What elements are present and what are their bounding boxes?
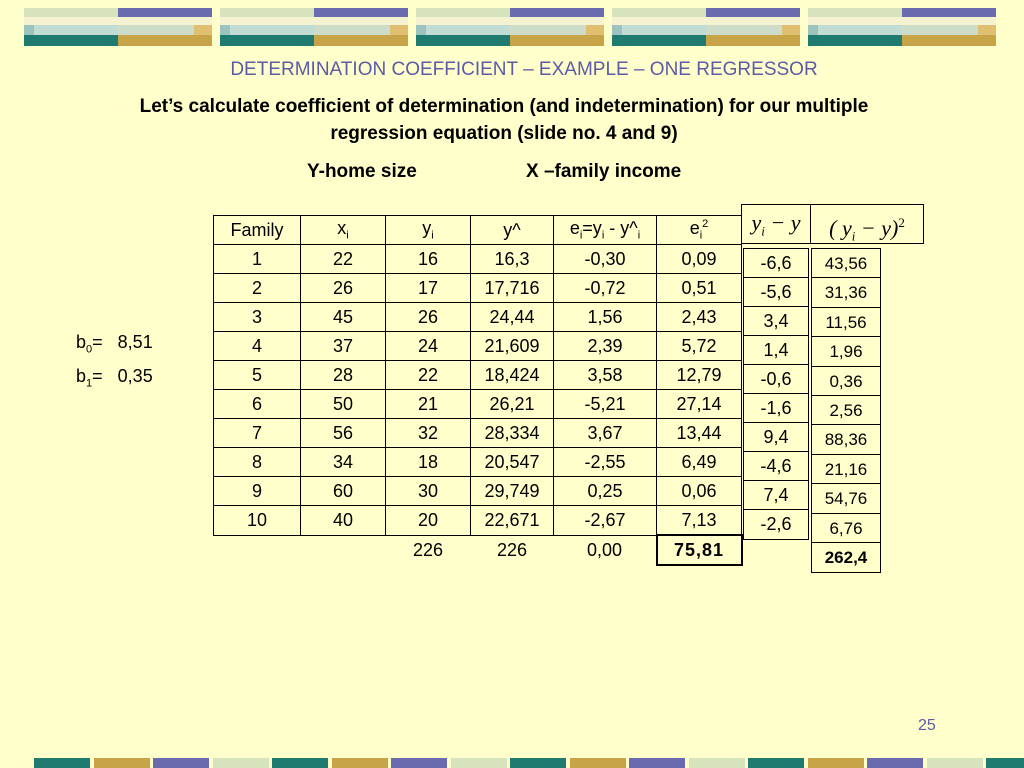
- cell-x: 34: [301, 448, 386, 477]
- cell-x: 60: [301, 477, 386, 506]
- cell-e2: 0,09: [657, 245, 742, 274]
- bottom-band-segment: [748, 758, 804, 768]
- deviation-cell: -6,6: [744, 249, 808, 278]
- deviation-cell: -5,6: [744, 278, 808, 307]
- bottom-band-segment: [391, 758, 447, 768]
- cell-yhat: 17,716: [471, 274, 554, 303]
- table-row: [214, 390, 742, 419]
- deviation-column: [743, 248, 809, 540]
- cell-yhat: 28,334: [471, 419, 554, 448]
- cell-e: 0,25: [554, 477, 657, 506]
- label-y-variable: Y-home size: [307, 161, 417, 182]
- table-row: [214, 303, 742, 332]
- cell-x: 28: [301, 361, 386, 390]
- cell-x: 56: [301, 419, 386, 448]
- cell-e2: 0,06: [657, 477, 742, 506]
- bottom-band-segment: [153, 758, 209, 768]
- squared-deviation-formula: ( $y_i - y)^2$: [829, 215, 905, 244]
- cell-x: 50: [301, 390, 386, 419]
- cell-y: 22: [386, 361, 471, 390]
- cell-yhat: 20,547: [471, 448, 554, 477]
- cell-y: 20: [386, 506, 471, 536]
- cell-yhat: 16,3: [471, 245, 554, 274]
- cell-e2: 7,13: [657, 506, 742, 536]
- band-tile: [612, 8, 800, 46]
- table-total-row: [214, 535, 742, 565]
- band-tile: [24, 8, 212, 46]
- bottom-band-segment: [510, 758, 566, 768]
- table-header-row: [214, 216, 742, 245]
- bottom-decorative-band: [34, 758, 1014, 768]
- band-tile: [220, 8, 408, 46]
- header-x: $x_i$: [301, 216, 386, 245]
- deviation-cell: 7,4: [744, 481, 808, 510]
- squared-deviation-cell: 31,36: [812, 278, 880, 307]
- table-row: [214, 448, 742, 477]
- coef-b0: $b_0=$ 8,51: [76, 332, 153, 356]
- cell-x: 22: [301, 245, 386, 274]
- cell-e: 2,39: [554, 332, 657, 361]
- table-row: [214, 419, 742, 448]
- cell-e: -2,67: [554, 506, 657, 536]
- table-row: [214, 361, 742, 390]
- cell-family: 10: [214, 506, 301, 536]
- cell-e2: 5,72: [657, 332, 742, 361]
- header-yhat: y^: [471, 216, 554, 245]
- bottom-band-segment: [213, 758, 269, 768]
- label-x-variable: X –family income: [526, 161, 682, 182]
- squared-deviation-column: [811, 248, 881, 573]
- deviation-cell: -1,6: [744, 394, 808, 423]
- coef-b0-value: 8,51: [117, 332, 153, 352]
- cell-y: 26: [386, 303, 471, 332]
- total-yhat: 226: [496, 539, 528, 560]
- squared-deviation-total: 262,4: [824, 547, 868, 567]
- coef-b1: $b_1=$ 0,35: [76, 366, 153, 390]
- cell-family: 6: [214, 390, 301, 419]
- cell-yhat: 22,671: [471, 506, 554, 536]
- table-row: [214, 245, 742, 274]
- page-number: 25: [918, 717, 936, 734]
- deviation-formula: $y_i - y$: [742, 205, 811, 243]
- squared-deviation-cell: 2,56: [812, 396, 880, 425]
- squared-deviation-cell: 88,36: [812, 425, 880, 454]
- cell-yhat: 26,21: [471, 390, 554, 419]
- total-residual: 0,00: [586, 539, 623, 560]
- deviation-cell: 3,4: [744, 307, 808, 336]
- deviation-cell: -0,6: [744, 365, 808, 394]
- bottom-band-segment: [272, 758, 328, 768]
- cell-x: 37: [301, 332, 386, 361]
- deviation-cell: -4,6: [744, 452, 808, 481]
- squared-deviation-cell: 0,36: [812, 367, 880, 396]
- cell-yhat: 29,749: [471, 477, 554, 506]
- bottom-band-segment: [986, 758, 1024, 768]
- cell-y: 21: [386, 390, 471, 419]
- coef-b1-value: 0,35: [117, 366, 153, 386]
- bottom-band-segment: [570, 758, 626, 768]
- header-residual: $e_i=y_i$ - $y\^{}_i$: [554, 216, 657, 245]
- table-row: [214, 506, 742, 536]
- cell-e: -5,21: [554, 390, 657, 419]
- bottom-band-segment: [332, 758, 388, 768]
- cell-x: 45: [301, 303, 386, 332]
- cell-y: 17: [386, 274, 471, 303]
- bottom-band-segment: [689, 758, 745, 768]
- slide-subtitle: Let’s calculate coefficient of determination (and indetermination) for our multiple regression equation (slide no. 4 and 9): [139, 96, 869, 144]
- table-row: [214, 477, 742, 506]
- cell-family: 7: [214, 419, 301, 448]
- table-row: [214, 332, 742, 361]
- cell-family: 3: [214, 303, 301, 332]
- deviation-cell: -2,6: [760, 514, 792, 534]
- cell-e: 3,58: [554, 361, 657, 390]
- cell-e2: 27,14: [657, 390, 742, 419]
- cell-y: 18: [386, 448, 471, 477]
- bottom-band-segment: [34, 758, 90, 768]
- cell-e: -2,55: [554, 448, 657, 477]
- total-residual-squared: 75,81: [657, 535, 742, 565]
- table-row: [214, 274, 742, 303]
- cell-e: -0,30: [554, 245, 657, 274]
- squared-deviation-cell: 54,76: [812, 484, 880, 513]
- cell-family: 8: [214, 448, 301, 477]
- cell-e: 3,67: [554, 419, 657, 448]
- cell-family: 1: [214, 245, 301, 274]
- cell-e2: 13,44: [657, 419, 742, 448]
- cell-family: 4: [214, 332, 301, 361]
- cell-yhat: 24,44: [471, 303, 554, 332]
- cell-yhat: 18,424: [471, 361, 554, 390]
- cell-e2: 0,51: [657, 274, 742, 303]
- header-residual-squared: $e_i^2$: [657, 216, 742, 245]
- band-tile: [808, 8, 996, 46]
- cell-y: 30: [386, 477, 471, 506]
- deviation-formula-header: [741, 204, 924, 244]
- squared-deviation-cell: 43,56: [812, 249, 880, 278]
- cell-family: 5: [214, 361, 301, 390]
- cell-y: 32: [386, 419, 471, 448]
- cell-yhat: 21,609: [471, 332, 554, 361]
- deviation-cell: 9,4: [744, 423, 808, 452]
- cell-e2: 6,49: [657, 448, 742, 477]
- bottom-band-segment: [451, 758, 507, 768]
- top-decorative-band: [24, 8, 1000, 46]
- band-tile: [416, 8, 604, 46]
- squared-deviation-cell: 6,76: [812, 514, 880, 543]
- total-y: 226: [412, 539, 444, 560]
- cell-x: 40: [301, 506, 386, 536]
- header-family: Family: [214, 216, 301, 245]
- deviation-cell: 1,4: [744, 336, 808, 365]
- header-y: $y_i$: [386, 216, 471, 245]
- squared-deviation-cell: 21,16: [812, 455, 880, 484]
- bottom-band-segment: [808, 758, 864, 768]
- cell-e2: 12,79: [657, 361, 742, 390]
- cell-e: 1,56: [554, 303, 657, 332]
- cell-e2: 2,43: [657, 303, 742, 332]
- bottom-band-segment: [927, 758, 983, 768]
- cell-family: 9: [214, 477, 301, 506]
- cell-family: 2: [214, 274, 301, 303]
- squared-deviation-cell: 1,96: [812, 337, 880, 366]
- regression-table: [213, 215, 743, 566]
- bottom-band-segment: [867, 758, 923, 768]
- cell-e: -0,72: [554, 274, 657, 303]
- cell-x: 26: [301, 274, 386, 303]
- cell-y: 16: [386, 245, 471, 274]
- bottom-band-segment: [629, 758, 685, 768]
- squared-deviation-cell: 11,56: [812, 308, 880, 337]
- bottom-band-segment: [94, 758, 150, 768]
- slide-title: DETERMINATION COEFFICIENT – EXAMPLE – ONE REGRESSOR: [230, 59, 818, 80]
- cell-y: 24: [386, 332, 471, 361]
